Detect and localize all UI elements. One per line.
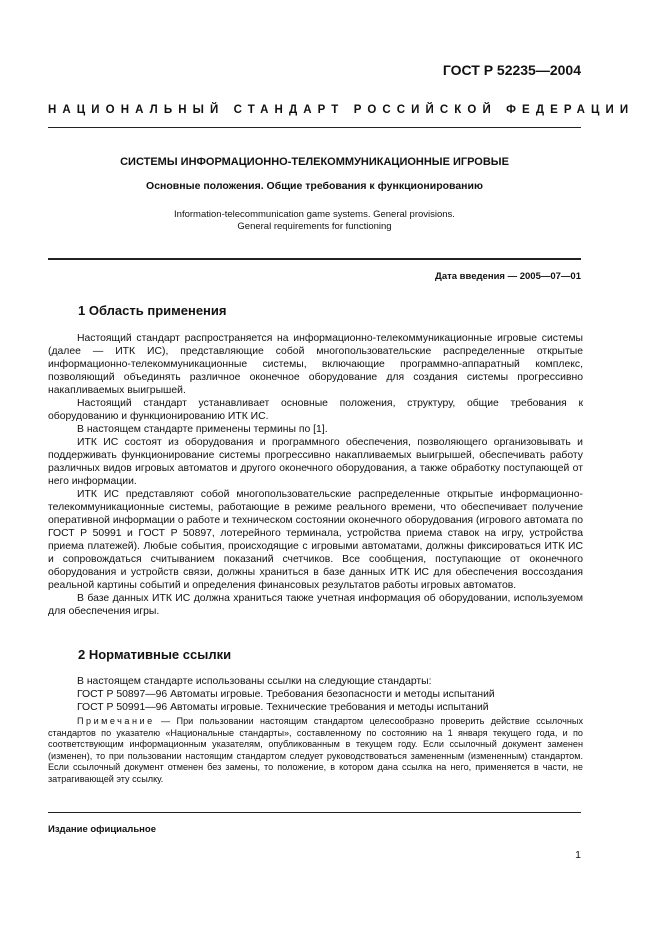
reference-item: ГОСТ Р 50897—96 Автоматы игровые. Требования безопасности и методы испытаний — [77, 689, 495, 700]
reference-item: ГОСТ Р 50991—96 Автоматы игровые. Технические требования и методы испытаний — [77, 702, 489, 713]
section-1-paragraph: ИТК ИС состоят из оборудования и программного обеспечения, позволяющего организовывать и поддерживать функционирование системы прогрессивно накапливаемых выигрышей, обеспечивать работу различных видов игровых автоматов и другого оконечного оборудования, а также обработку поступающей от него информации. — [48, 437, 583, 487]
section-1-paragraph: ИТК ИС представляют собой многопользовательские распределенные открытые информационно-телекоммуникационные системы, работающие в режиме реального времени, что обеспечивает получение оперативной информации о работе и техническом состоянии оконечного оборудования (игрового автомата по ГОСТ Р 50991 и ГОСТ Р 50897, лотерейного терминала, устройства приема ставок на игру, устройства приема платежей). Любые события, происходящие с игровыми автоматами, должны фиксироваться ИТК ИС и сопровождаться считыванием показаний счетчиков. Все сообщения, поступающие от оконечного оборудования и устройств связи, должны храниться в базе данных ИТК ИС для обеспечения воссоздания реальной картины событий и определения финансовых результатов работы игровых автоматов. — [48, 489, 583, 591]
section-1-paragraph: Настоящий стандарт устанавливает основные положения, структуру, общие требования к оборудованию и функционированию ИТК ИС. — [48, 398, 583, 422]
english-title-line-1: Information-telecommunication game systems. General provisions. — [174, 209, 455, 220]
introduction-date: Дата введения — 2005—07—01 — [435, 271, 581, 282]
standard-subtitle: Основные положения. Общие требования к функционированию — [146, 180, 483, 192]
section-1-paragraph: В базе данных ИТК ИС должна храниться также учетная информация об оборудовании, используемом для обеспечения игры. — [48, 593, 583, 617]
references-intro: В настоящем стандарте использованы ссылки на следующие стандарты: — [77, 676, 432, 687]
english-title-line-2: General requirements for functioning — [237, 221, 392, 232]
note-label: Примечание — [77, 716, 155, 726]
document-number: ГОСТ Р 52235—2004 — [442, 62, 581, 78]
note-block — [48, 716, 583, 785]
note-text: — При пользовании настоящим стандартом целесообразно проверить действие ссылочных стандартов по указателю «Национальные стандарты», составленному по состоянию на 1 января текущего года, и по соответствующим информационным указателям, опубликованным в текущем году. Если ссылочный документ заменен (изменен), то при пользовании настоящим стандартом следует руководствоваться замененным (измененным) стандартом. Если ссылочный документ отменен без замены, то положение, в котором дана ссылка на него, применяется в части, не затрагивающей эту ссылку. — [48, 716, 583, 784]
official-edition-label: Издание официальное — [48, 824, 156, 835]
normative-references — [48, 675, 583, 714]
footer-divider — [48, 812, 581, 813]
english-title — [48, 209, 581, 233]
section-2-heading: 2 Нормативные ссылки — [78, 647, 232, 662]
title-divider — [48, 258, 581, 260]
section-1-heading: 1 Область применения — [78, 303, 227, 318]
section-1-body — [48, 332, 583, 618]
top-divider — [48, 127, 581, 128]
section-1-paragraph: В настоящем стандарте применены термины по [1]. — [77, 424, 328, 435]
national-standard-banner: НАЦИОНАЛЬНЫЙ СТАНДАРТ РОССИЙСКОЙ ФЕДЕРАЦИИ — [48, 104, 635, 116]
standard-title: СИСТЕМЫ ИНФОРМАЦИОННО-ТЕЛЕКОММУНИКАЦИОННЫЕ ИГРОВЫЕ — [120, 156, 509, 168]
section-1-paragraph: Настоящий стандарт распространяется на информационно-телекоммуникационные игровые системы (далее — ИТК ИС), представляющие собой многопользовательские распределенные открытые информационно-телекоммуникационные системы, включающие программно-аппаратный комплекс, позволяющий объединять различное оконечное оборудование для создания системы прогрессивно накапливаемых выигрышей. — [48, 333, 583, 396]
page-number: 1 — [575, 849, 581, 861]
